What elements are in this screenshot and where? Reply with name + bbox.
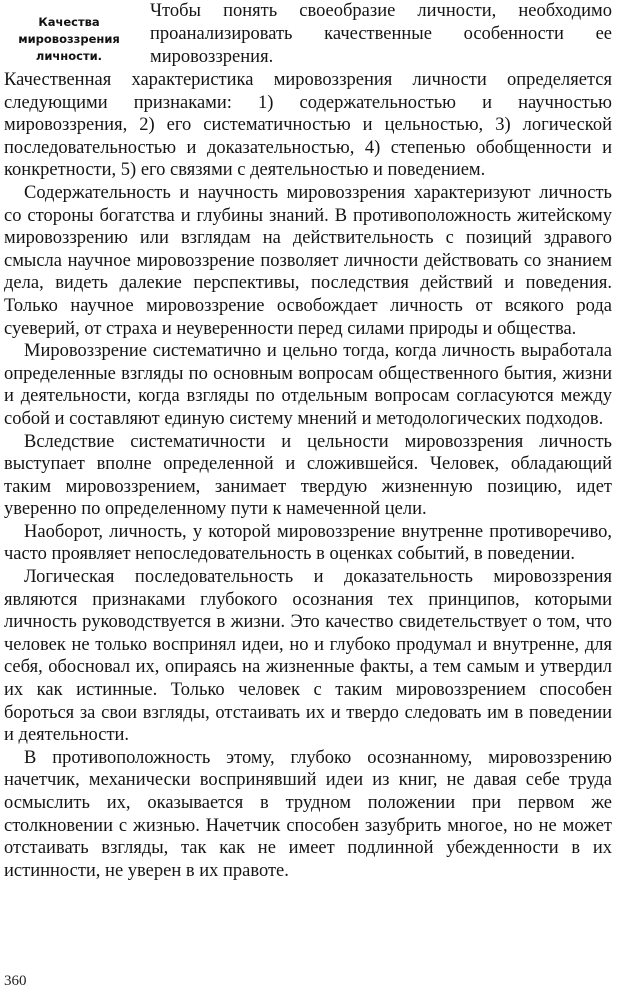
- paragraph: Содержательность и научность мировоззрения характеризуют личность со стороны богатства и глубины знаний. В противоположность житейскому мировоззрению или взглядам на действительность с позиций здравого смысла научное мировоззрение позволяет личности действовать со знанием дела, видеть далекие перспективы, последствия действий и поведения. Только научное мировоззрение освобождает личность от всякого рода суеверий, от страха и неуверенности перед силами природы и общества.: [4, 182, 612, 339]
- body-text: [4, 69, 612, 882]
- margin-heading-line-1: Качества: [38, 15, 100, 29]
- paragraph: Логическая последовательность и доказательность мировоззрения являются признаками глубокого осознания тех принципов, которыми личность руководствуется в жизни. Это качество свидетельствует о том, что человек не только воспринял идеи, но и глубоко продумал и внутренне, для себя, обосновал их, опираясь на жизненные факты, а тем самым и утвердил их как истинные. Только человек с таким мировоззрением способен бороться за свои взгляды, отстаивать их и твердо следовать им в поведении и деятельности.: [4, 567, 612, 746]
- page-number: 360: [4, 973, 27, 989]
- margin-heading-line-2: мировоззрения: [18, 32, 120, 46]
- paragraph: Вследствие систематичности и цельности мировоззрения личность выступает вполне определенной и сложившейся. Человек, обладающий таким мировоззрением, занимает твердую жизненную позицию, идет уверенно по определенному пути к намеченной цели.: [4, 431, 612, 520]
- margin-heading-line-3: личности.: [35, 49, 103, 63]
- paragraph: Наоборот, личность, у которой мировоззрение внутренне противоречиво, часто проявляет непоследовательность в оценках событий, в поведении.: [4, 521, 612, 565]
- paragraph: Мировоззрение систематично и цельно тогда, когда личность выработала определенные взгляды по основным вопросам общественного бытия, жизни и деятельности, когда взгляды по отдельным вопросам согласуются между собой и составляют единую систему мнений и методологических подходов.: [4, 341, 612, 429]
- intro-paragraph: Чтобы понять своеобразие личности, необходимо проанализировать качественные особенности ее мировоззрения.: [150, 1, 612, 67]
- margin-heading: [4, 14, 134, 65]
- paragraph: Качественная характеристика мировоззрения личности определяется следующими признаками: 1) содержательностью и научностью мировоззрения, 2) его систематичностью и цельностью, 3) логической последовательностью и доказательностью, 4) степенью обобщенности и конкретности, 5) его связями с деятельностью и поведением.: [4, 70, 612, 181]
- paragraph: В противоположность этому, глубоко осознанному, мировоззрению начетчик, механически воспринявший идеи из книг, не давая себе труда осмыслить их, оказывается в трудном положении при первом же столкновении с жизнью. Начетчик способен зазубрить многое, но не может отстаивать взгляды, так как не имеет подлинной убежденности в их истинности, не уверен в их правоте.: [4, 747, 612, 881]
